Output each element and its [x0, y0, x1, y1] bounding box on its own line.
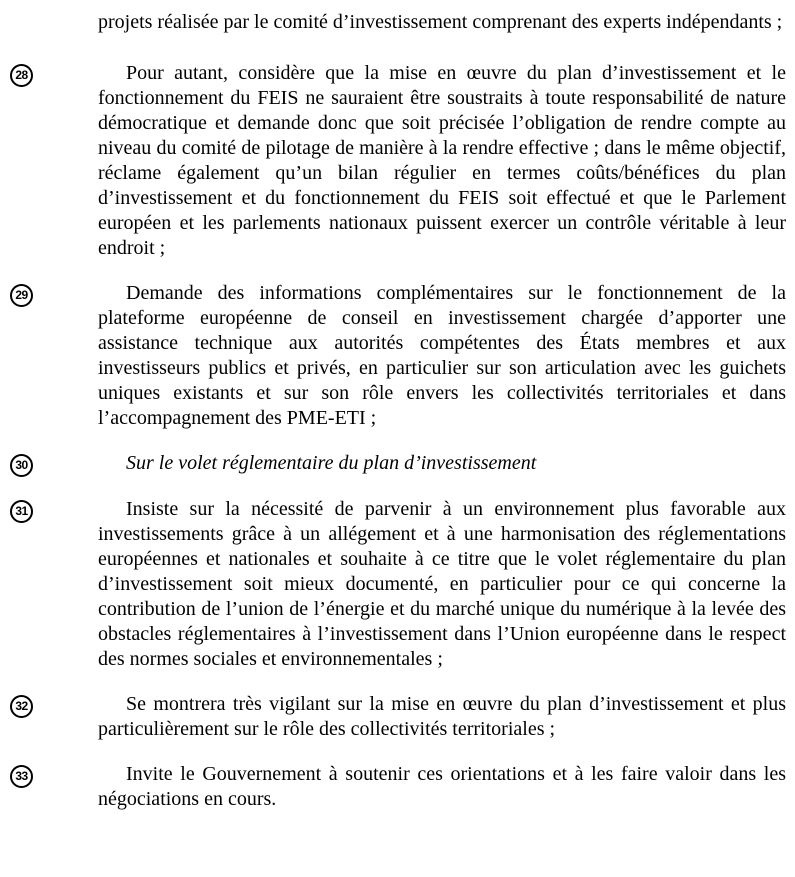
paragraph-row [0, 10, 786, 41]
paragraph-marker-cell [0, 281, 98, 307]
paragraph-row [0, 61, 786, 261]
paragraph-text: Pour autant, considère que la mise en œuvre du plan d’investissement et le fonctionnement du FEIS ne sauraient être soustraits à toute responsabilité de nature démocratique et demande donc que soit précisée l’obligation de rendre compte au niveau du comité de pilotage de manière à la rendre effective ; dans le même objectif, réclame également qu’un bilan régulier en termes coûts/bénéfices du plan d’investissement et du fonctionnement du FEIS soit effectué et que le Parlement européen et les parlements nationaux puissent exercer un contrôle véritable à leur endroit ; [98, 62, 786, 259]
paragraph-marker-cell [0, 692, 98, 718]
paragraph-text: Se montrera très vigilant sur la mise en œuvre du plan d’investissement et plus particulièrement sur le rôle des collectivités territoriales ; [98, 693, 786, 740]
paragraph-row [0, 451, 786, 477]
paragraph-text: Demande des informations complémentaires sur le fonctionnement de la plateforme européenne de conseil en investissement chargée d’apporter une assistance technique aux autorités compétentes des États membres et aux investisseurs publics et privés, en particulier sur son articulation avec les guichets uniques existants et sur son rôle envers les collectivités territoriales et dans l’accompagnement des PME-ETI ; [98, 282, 786, 429]
paragraph-marker-cell [0, 762, 98, 788]
paragraph-marker-cell [0, 451, 98, 477]
paragraph-list [0, 10, 786, 812]
circled-paragraph-number: 28 [10, 64, 33, 87]
paragraph-row [0, 497, 786, 672]
paragraph-row [0, 692, 786, 742]
circled-paragraph-number: 33 [10, 765, 33, 788]
paragraph-marker-cell [0, 497, 98, 523]
paragraph-text: Invite le Gouvernement à soutenir ces orientations et à les faire valoir dans les négociations en cours. [98, 763, 786, 810]
paragraph-text: Insiste sur la nécessité de parvenir à un environnement plus favorable aux investissements grâce à un allégement et à une harmonisation des réglementations européennes et nationales et souhaite à ce titre que le volet réglementaire du plan d’investissement soit mieux documenté, en particulier pour ce qui concerne la contribution de l’union de l’énergie et du marché unique du numérique à la levée des obstacles réglementaires à l’investissement dans l’Union européenne dans le respect des normes sociales et environnementales ; [98, 498, 786, 670]
circled-paragraph-number: 29 [10, 284, 33, 307]
circled-paragraph-number: 32 [10, 695, 33, 718]
paragraph-row [0, 281, 786, 431]
paragraph-marker-cell [0, 61, 98, 87]
paragraph-text: projets réalisée par le comité d’investissement comprenant des experts indépendants ; [98, 11, 783, 33]
circled-paragraph-number: 31 [10, 500, 33, 523]
circled-paragraph-number: 30 [10, 454, 33, 477]
paragraph-row [0, 762, 786, 812]
paragraph-marker-cell [0, 10, 98, 41]
paragraph-text: Sur le volet réglementaire du plan d’investissement [126, 452, 537, 474]
